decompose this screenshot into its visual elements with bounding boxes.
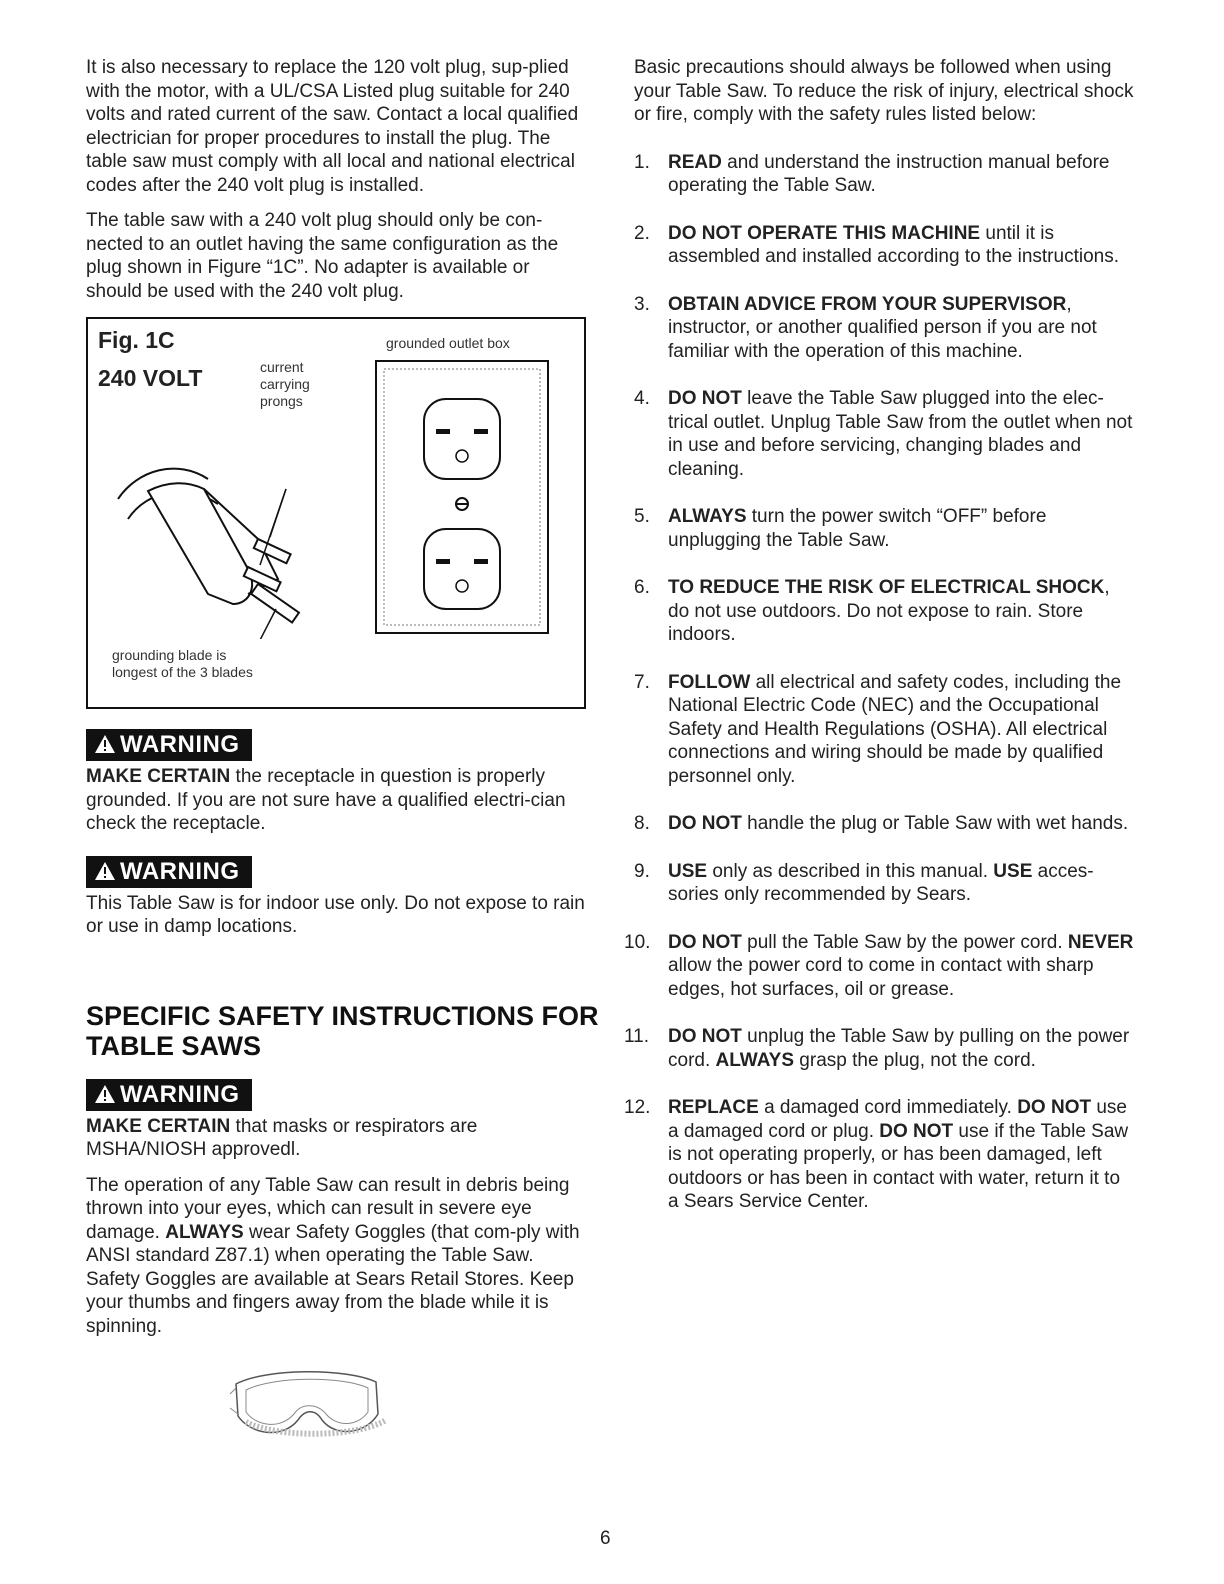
warning-masks-text: MAKE CERTAIN that masks or respirators are MSHA/NIOSH approvedl. [86,1115,478,1160]
paragraph-plug-replacement: It is also necessary to replace the 120 volt plug, sup-plied with the motor, with a UL/CSA Listed plug suitable for 240 volts and rated current of the saw. Contact a local qualified electrician for proper procedures to install the plug. The table saw must comply with all local and national electrical codes after the 240 volt plug is installed. [86,57,579,196]
safety-goggles-illustration [226,1364,396,1444]
left-column [86,56,599,1451]
label-grounding-blade: grounding blade is longest of the 3 blades [112,647,253,680]
warning-triangle-icon [94,861,116,881]
list-item: 1. READ and understand the instruction manual before operating the Table Saw. [634,151,1110,196]
list-item: 10. DO NOT pull the Table Saw by the power cord. NEVER allow the power cord to come in contact with sharp edges, hot surfaces, oil or grease. [624,931,1134,1000]
list-item: 9. USE only as described in this manual. USE acces-sories only recommended by Sears. [634,860,1094,905]
figure-title: Fig. 1C [98,327,175,353]
warning-triangle-icon [94,734,116,754]
figure-subtitle: 240 VOLT [98,365,203,391]
warning-label: WARNING [86,856,252,888]
label-outlet-box: grounded outlet box [386,335,510,351]
page-number: 6 [600,1528,611,1549]
plug-illustration [108,419,328,639]
label-current-prongs: current carrying prongs [260,359,310,409]
figure-1c [86,317,586,709]
warning-label: WARNING [86,729,252,761]
list-item: 11. DO NOT unplug the Table Saw by pulling on the power cord. ALWAYS grasp the plug, not the cord. [624,1026,1130,1071]
list-item: 4. DO NOT leave the Table Saw plugged into the elec-trical outlet. Unplug Table Saw from the outlet when not in use and before servicing, changing blades and cleaning. [634,388,1133,480]
list-item: 5. ALWAYS turn the power switch “OFF” before unplugging the Table Saw. [634,506,1047,551]
safety-rules-list [624,151,1134,1214]
list-item: 12. REPLACE a damaged cord immediately. DO NOT use a damaged cord or plug. DO NOT use if the Table Saw is not operating properly, or has been damaged, left outdoors or has been in contact with water, return it to a Sears Service Center. [624,1097,1129,1212]
outlet-illustration [374,359,552,639]
list-item: 6. TO REDUCE THE RISK OF ELECTRICAL SHOCK, do not use outdoors. Do not expose to rain. Store indoors. [634,577,1110,645]
warning-label: WARNING [86,1079,252,1111]
list-item: 7. FOLLOW all electrical and safety codes, including the National Electric Code (NEC) and the Occupational Safety and Health Regulations (OSHA). All electrical connections and wiring should be made by qualified personnel only. [634,671,1122,787]
list-item: 8. DO NOT handle the plug or Table Saw with wet hands. [634,813,1129,834]
right-column [624,56,1134,1238]
list-item: 2. DO NOT OPERATE THIS MACHINE until it is assembled and installed according to the instructions. [634,222,1119,267]
section-title: SPECIFIC SAFETY INSTRUCTIONS FOR TABLE SAWS [86,1000,599,1061]
warning-grounded-text: MAKE CERTAIN the receptacle in question is properly grounded. If you are not sure have a qualified electri-cian check the receptacle. [86,766,566,834]
paragraph-goggles: The operation of any Table Saw can result in debris being thrown into your eyes, which can result in severe eye damage. ALWAYS wear Safety Goggles (that com-ply with ANSI standard Z87.1) when operating the Table Saw. Safety Goggles are available at Sears Retail Stores. Keep your thumbs and fingers away from the blade while it is spinning. [86,1174,580,1337]
warning-triangle-icon [94,1084,116,1104]
list-item: 3. OBTAIN ADVICE FROM YOUR SUPERVISOR, instructor, or another qualified person if you are not familiar with the operation of this machine. [634,293,1097,362]
paragraph-intro: Basic precautions should always be followed when using your Table Saw. To reduce the risk of injury, electrical shock or fire, comply with the safety rules listed below: [634,57,1134,125]
warning-indoor-text: This Table Saw is for indoor use only. Do not expose to rain or use in damp locations. [86,892,585,937]
paragraph-outlet-config: The table saw with a 240 volt plug should only be con-nected to an outlet having the same configuration as the plug shown in Figure “1C”. No adapter is available or should be used with the 240 volt plug. [86,210,559,302]
